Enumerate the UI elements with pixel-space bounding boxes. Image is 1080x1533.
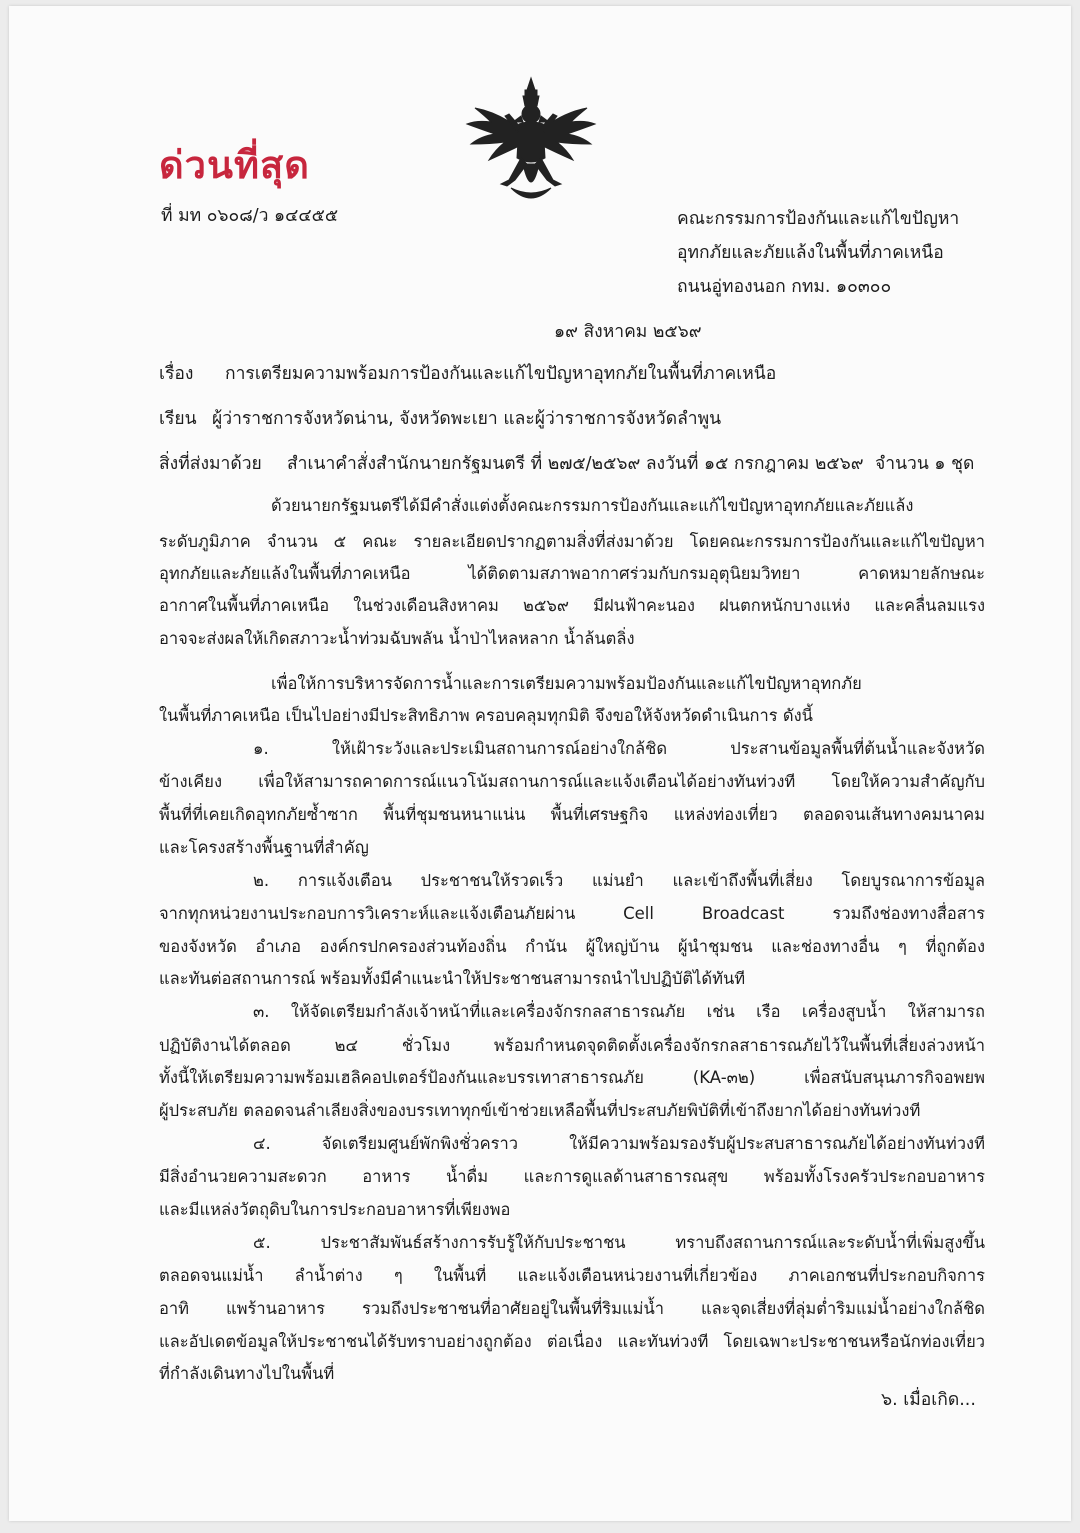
list-item: ๑. ให้เฝ้าระวังและประเมินสถานการณ์อย่างใกล้ชิด ประสานข้อมูลพื้นที่ต้นน้ำและจังหวัด [253, 739, 985, 758]
body-line: เพื่อให้การบริหารจัดการน้ำและการเตรียมความพร้อมป้องกันและแก้ไขปัญหาอุทกภัย [271, 674, 862, 693]
body-line: ตลอดจนแม่น้ำ ลำน้ำต่าง ๆ ในพื้นที่ และแจ้งเตือนหน่วยงานที่เกี่ยวข้อง ภาคเอกชนที่ประกอบกิจการ [159, 1266, 985, 1285]
sender-line: อุทกภัยและภัยแล้งในพื้นที่ภาคเหนือ [677, 243, 944, 263]
body-line: ระดับภูมิภาค จำนวน ๕ คณะ รายละเอียดปรากฏตามสิ่งที่ส่งมาด้วย โดยคณะกรรมการป้องกันและแก้ไขปัญหา [159, 532, 985, 551]
body-line: อากาศในพื้นที่ภาคเหนือ ในช่วงเดือนสิงหาคม ๒๕๖๙ มีฝนฟ้าคะนอง ฝนตกหนักบางแห่ง และคลื่นลมแรง [159, 596, 985, 615]
body-line: อุทกภัยและภัยแล้งในพื้นที่ภาคเหนือ ได้ติดตามสภาพอากาศร่วมกับกรมอุตุนิยมวิทยา คาดหมายลักษณะ [159, 564, 985, 583]
body-line: และอัปเดตข้อมูลให้ประชาชนได้รับทราบอย่างถูกต้อง ต่อเนื่อง และทันท่วงที โดยเฉพาะประชาชนหรือนักท่องเที่ยว [159, 1332, 985, 1351]
body-line: และทันต่อสถานการณ์ พร้อมทั้งมีคำแนะนำให้ประชาชนสามารถนำไปปฏิบัติได้ทันที [159, 969, 746, 988]
body-line: ข้างเคียง เพื่อให้สามารถคาดการณ์แนวโน้มสถานการณ์และแจ้งเตือนได้อย่างทันท่วงที โดยให้ความสำคัญกับ [159, 772, 985, 791]
enclosure-label: สิ่งที่ส่งมาด้วย [159, 454, 262, 474]
body-line: ทั้งนี้ให้เตรียมความพร้อมเฮลิคอปเตอร์ป้องกันและบรรเทาสาธารณภัย (KA-๓๒) เพื่อสนับสนุนภารกิจอพยพ [159, 1068, 985, 1087]
recipient-text: ผู้ว่าราชการจังหวัดน่าน, จังหวัดพะเยา และผู้ว่าราชการจังหวัดลำพูน [212, 409, 722, 429]
body-line: ปฏิบัติงานได้ตลอด ๒๔ ชั่วโมง พร้อมกำหนดจุดติดตั้งเครื่องจักรกลสาธารณภัยไว้ในพื้นที่เสี่ยงล่วงหน้า [159, 1036, 985, 1055]
subject-text: การเตรียมความพร้อมการป้องกันและแก้ไขปัญหาอุทกภัยในพื้นที่ภาคเหนือ [225, 364, 777, 384]
body-line: ของจังหวัด อำเภอ องค์กรปกครองส่วนท้องถิ่น กำนัน ผู้ใหญ่บ้าน ผู้นำชุมชน และช่องทางอื่น ๆ ที่ถูกต้อง [159, 937, 985, 956]
recipient-label: เรียน [159, 409, 197, 429]
document-number: ที่ มท ๐๖๐๘/ว ๑๔๔๕๕ [161, 206, 339, 226]
body-line: จากทุกหน่วยงานประกอบการวิเคราะห์และแจ้งเตือนภัยผ่าน Cell Broadcast รวมถึงช่องทางสื่อสาร [159, 904, 985, 923]
continuation-marker: ๖. เมื่อเกิด... [881, 1390, 976, 1410]
body-line: ผู้ประสบภัย ตลอดจนลำเลียงสิ่งของบรรเทาทุกข์เข้าช่วยเหลือพื้นที่ประสบภัยพิบัติที่เข้าถึงยากได้อย่างทันท่วงที [159, 1101, 921, 1120]
list-item: ๔. จัดเตรียมศูนย์พักพิงชั่วคราว ให้มีความพร้อมรองรับผู้ประสบสาธารณภัยได้อย่างทันท่วงที [253, 1134, 985, 1153]
body-line: ในพื้นที่ภาคเหนือ เป็นไปอย่างมีประสิทธิภาพ ครอบคลุมทุกมิติ จึงขอให้จังหวัดดำเนินการ ดังนี้ [159, 706, 813, 725]
body-line: และมีแหล่งวัตถุดิบในการประกอบอาหารที่เพียงพอ [159, 1200, 511, 1219]
document-page [9, 6, 1071, 1521]
list-item: ๓. ให้จัดเตรียมกำลังเจ้าหน้าที่และเครื่องจักรกลสาธารณภัย เช่น เรือ เครื่องสูบน้ำ ให้สามารถ [253, 1002, 985, 1021]
sender-address [677, 211, 959, 313]
garuda-emblem-icon [461, 72, 601, 212]
subject-label: เรื่อง [159, 364, 194, 384]
body-line: มีสิ่งอำนวยความสะดวก อาหาร น้ำดื่ม และการดูแลด้านสาธารณสุข พร้อมทั้งโรงครัวประกอบอาหาร [159, 1167, 985, 1186]
document-date: ๑๙ สิงหาคม ๒๕๖๙ [554, 322, 702, 342]
body-line: พื้นที่ที่เคยเกิดอุทกภัยซ้ำซาก พื้นที่ชุมชนหนาแน่น พื้นที่เศรษฐกิจ แหล่งท่องเที่ยว ตลอดจนเส้นทางคมนาคม [159, 805, 985, 824]
enclosure-text: สำเนาคำสั่งสำนักนายกรัฐมนตรี ที่ ๒๗๕/๒๕๖๙ ลงวันที่ ๑๕ กรกฎาคม ๒๕๖๙ [287, 454, 864, 474]
sender-line: ถนนอู่ทองนอก กทม. ๑๐๓๐๐ [677, 277, 892, 297]
sender-line: คณะกรรมการป้องกันและแก้ไขปัญหา [677, 209, 960, 229]
body-line: ที่กำลังเดินทางไปในพื้นที่ [159, 1364, 335, 1383]
body-line: อาทิ แพร้านอาหาร รวมถึงประชาชนที่อาศัยอยู่ในพื้นที่ริมแม่น้ำ และจุดเสี่ยงที่ลุ่มต่ำริมแม่น้ำอย่างใกล้ชิด [159, 1299, 985, 1318]
body-line: และโครงสร้างพื้นฐานที่สำคัญ [159, 838, 369, 857]
body-line: อาจจะส่งผลให้เกิดสภาวะน้ำท่วมฉับพลัน น้ำป่าไหลหลาก น้ำล้นตลิ่ง [159, 629, 635, 648]
body-line: ด้วยนายกรัฐมนตรีได้มีคำสั่งแต่งตั้งคณะกรรมการป้องกันและแก้ไขปัญหาอุทกภัยและภัยแล้ง [271, 496, 914, 515]
list-item: ๒. การแจ้งเตือน ประชาชนให้รวดเร็ว แม่นยำ และเข้าถึงพื้นที่เสี่ยง โดยบูรณาการข้อมูล [253, 871, 985, 890]
list-item: ๕. ประชาสัมพันธ์สร้างการรับรู้ให้กับประชาชน ทราบถึงสถานการณ์และระดับน้ำที่เพิ่มสูงขึ้น [253, 1233, 985, 1252]
enclosure-count: จำนวน ๑ ชุด [875, 454, 975, 474]
urgency-stamp: ด่วนที่สุด [159, 143, 310, 187]
